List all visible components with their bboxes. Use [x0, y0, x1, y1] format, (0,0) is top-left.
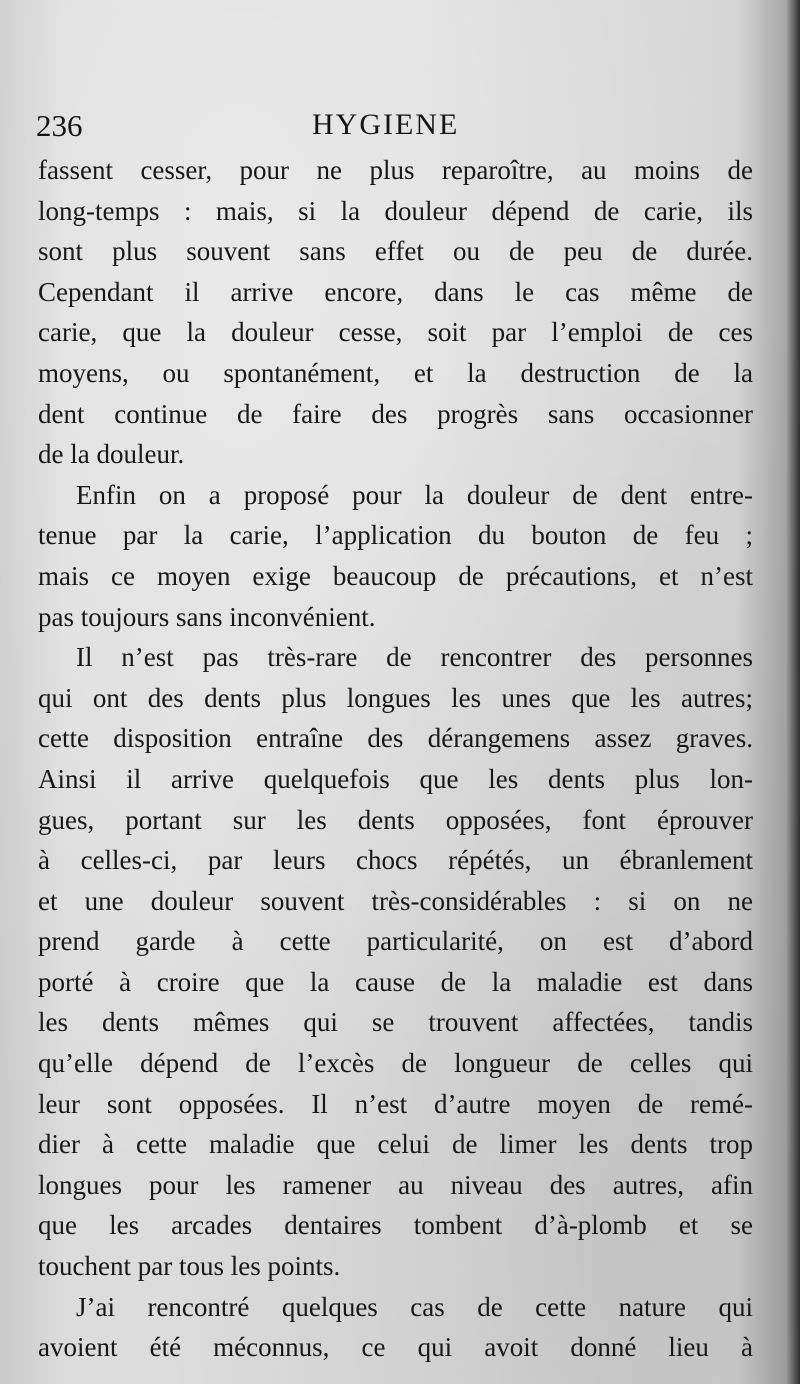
text-line: fassent cesser, pour ne plus reparoître, au moins de: [38, 155, 753, 185]
text-line: cette disposition entraîne des dérangemens assez graves.: [38, 723, 753, 754]
text-line: et une douleur souvent très-considérables : si on ne: [38, 885, 753, 916]
text-line: long-temps : mais, si la douleur dépend de carie, ils: [38, 195, 753, 226]
body-text: [38, 150, 753, 1368]
paragraph: [38, 637, 753, 1287]
text-line: de la douleur.: [38, 439, 185, 470]
paragraph: [38, 475, 753, 637]
page-number: 236: [36, 108, 83, 143]
text-line: Cependant il arrive encore, dans le cas même de: [38, 276, 753, 307]
text-line: porté à croire que la cause de la maladie est dans: [38, 966, 753, 997]
text-line: moyens, ou spontanément, et la destruction de la: [38, 357, 753, 388]
text-line: tenue par la carie, l’application du bouton de feu ;: [38, 520, 753, 551]
paragraph: [38, 1287, 753, 1368]
paragraph: [38, 150, 753, 475]
text-line: leur sont opposées. Il n’est d’autre moyen de remé-: [38, 1088, 753, 1119]
text-line: avoient été méconnus, ce qui avoit donné lieu à: [38, 1332, 753, 1363]
text-line: pas toujours sans inconvénient.: [38, 601, 376, 632]
text-line: Ainsi il arrive quelquefois que les dents plus lon-: [38, 763, 753, 794]
text-line: touchent par tous les points.: [38, 1251, 341, 1282]
text-line: prend garde à cette particularité, on est d’abord: [38, 926, 753, 957]
text-line: longues pour les ramener au niveau des autres, afin: [38, 1169, 753, 1200]
page-edge-shadow: [786, 0, 800, 1384]
text-line: qui ont des dents plus longues les unes que les autres;: [38, 682, 753, 713]
text-line: sont plus souvent sans effet ou de peu de durée.: [38, 236, 753, 267]
running-head: [36, 108, 756, 148]
text-line: mais ce moyen exige beaucoup de précautions, et n’est: [38, 560, 753, 591]
text-line: que les arcades dentaires tombent d’à-plomb et se: [38, 1210, 753, 1241]
text-line: J’ai rencontré quelques cas de cette nature qui: [76, 1291, 753, 1322]
text-line: carie, que la douleur cesse, soit par l’emploi de ces: [38, 317, 753, 348]
text-line: les dents mêmes qui se trouvent affectées, tandis: [38, 1007, 753, 1038]
text-line: à celles-ci, par leurs chocs répétés, un ébranlement: [38, 845, 753, 876]
text-line: dent continue de faire des progrès sans occasionner: [38, 398, 753, 429]
text-line: Enfin on a proposé pour la douleur de dent entre-: [76, 479, 753, 510]
running-title: HYGIENE: [312, 108, 460, 141]
text-line: gues, portant sur les dents opposées, font éprouver: [38, 804, 753, 835]
text-line: qu’elle dépend de l’excès de longueur de celles qui: [38, 1048, 753, 1079]
text-line: Il n’est pas très-rare de rencontrer des personnes: [76, 642, 753, 673]
text-line: dier à cette maladie que celui de limer les dents trop: [38, 1129, 753, 1160]
